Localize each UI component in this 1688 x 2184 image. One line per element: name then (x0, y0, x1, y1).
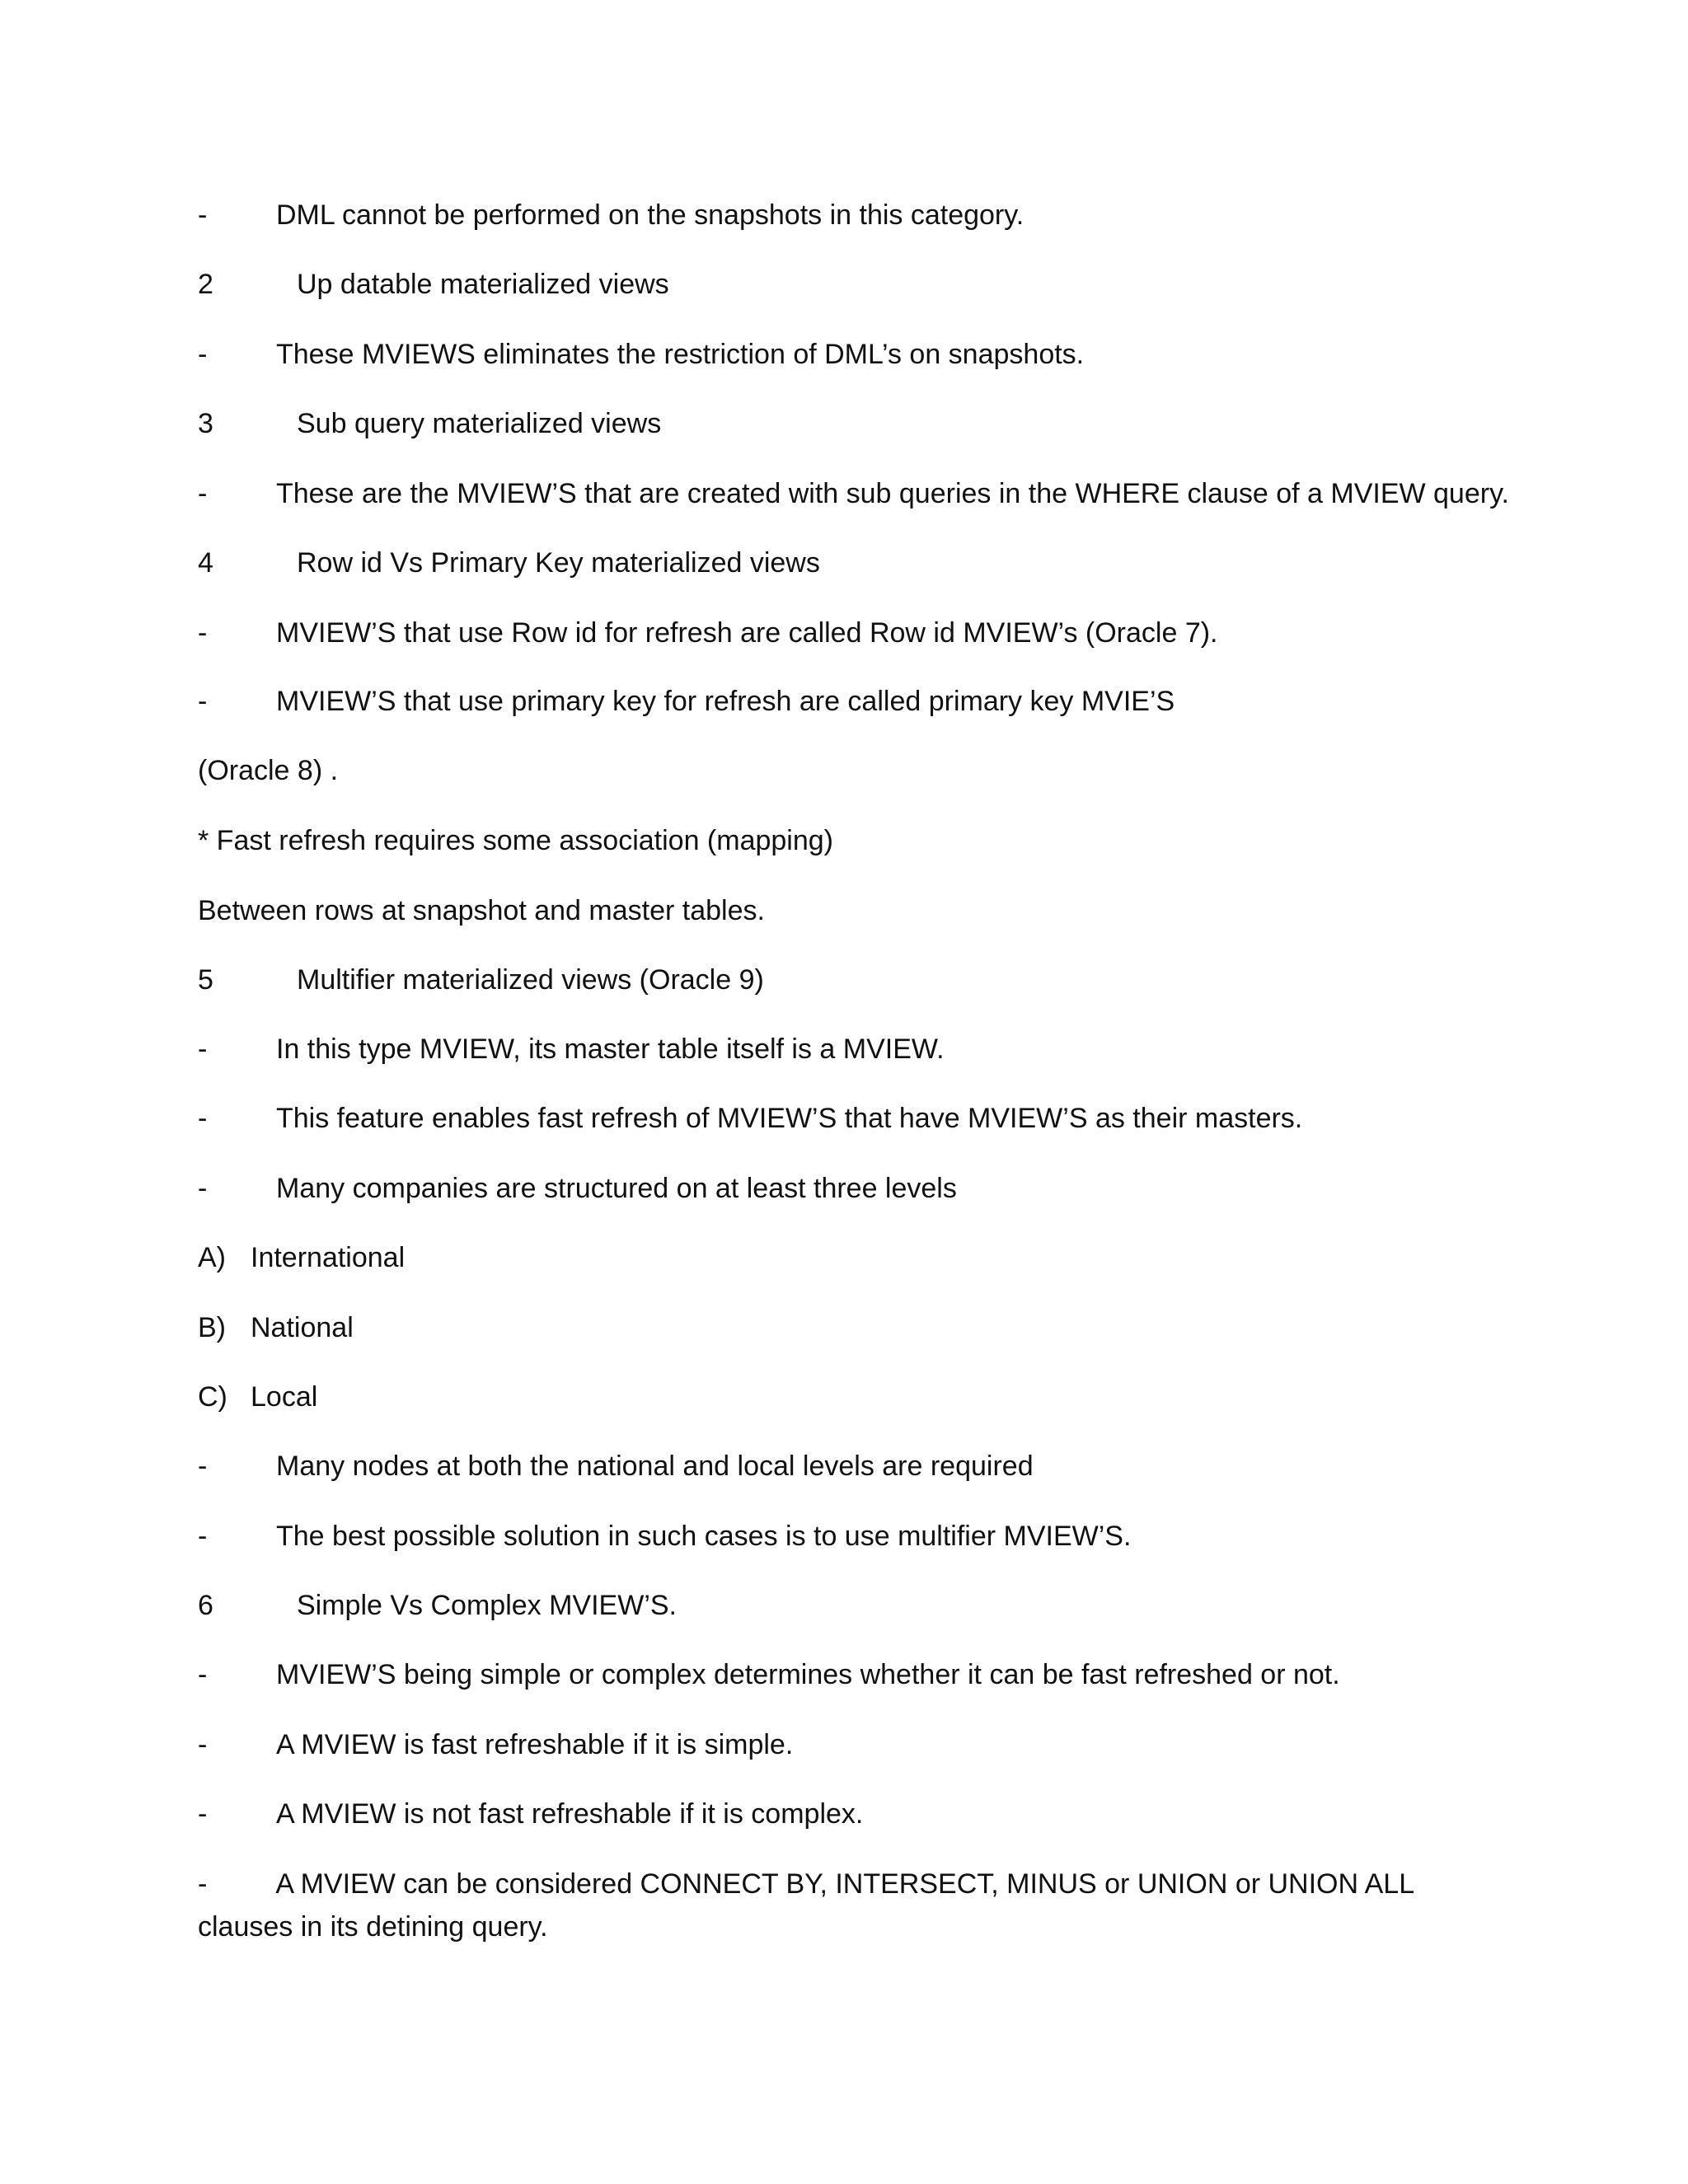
bullet-marker: - (198, 1103, 208, 1134)
section-number: 5 (198, 964, 213, 996)
section-number: 2 (198, 269, 213, 300)
list-item-text: International (251, 1242, 406, 1273)
wrapped-list-item (198, 1863, 1500, 1948)
section-number: 4 (198, 547, 213, 579)
bullet-marker: - (198, 1033, 208, 1065)
bullet-marker: - (198, 1659, 208, 1690)
bullet-marker: - (198, 686, 208, 717)
alpha-marker: C) (198, 1381, 227, 1413)
section-title: Row id Vs Primary Key materialized views (297, 547, 820, 579)
bullet-marker: - (198, 1173, 208, 1204)
list-item-text: A MVIEW is fast refreshable if it is simple. (276, 1729, 794, 1760)
list-item-text: MVIEW’S being simple or complex determines whether it can be fast refreshed or not. (276, 1659, 1340, 1690)
list-item-text: These MVIEWS eliminates the restriction of DML’s on snapshots. (276, 339, 1085, 370)
list-item-text: Many companies are structured on at least three levels (276, 1173, 957, 1204)
bullet-marker: - (198, 1451, 208, 1482)
list-item-text: A MVIEW is not fast refreshable if it is complex. (276, 1798, 864, 1830)
section-number: 3 (198, 408, 213, 439)
paragraph-text: (Oracle 8) . (198, 755, 339, 786)
list-item-text: National (251, 1312, 354, 1343)
section-number: 6 (198, 1590, 213, 1621)
list-item-text: These are the MVIEW’S that are created with sub queries in the WHERE clause of a MVIEW query. (276, 478, 1509, 509)
bullet-marker: - (198, 617, 208, 649)
section-title: Sub query materialized views (297, 408, 662, 439)
bullet-marker: - (198, 199, 208, 231)
section-title: Multifier materialized views (Oracle 9) (297, 964, 764, 996)
list-item-text: The best possible solution in such cases is to use multifier MVIEW’S. (276, 1521, 1132, 1552)
alpha-marker: A) (198, 1242, 226, 1273)
list-item-text: MVIEW’S that use primary key for refresh are called primary key MVIE’S (276, 686, 1175, 717)
list-item-text: Local (251, 1381, 318, 1413)
bullet-marker: - (198, 1798, 208, 1830)
list-item-text: This feature enables fast refresh of MVIEW’S that have MVIEW’S as their masters. (276, 1103, 1303, 1134)
alpha-marker: B) (198, 1312, 226, 1343)
list-item-text: A MVIEW can be considered CONNECT BY, INTERSECT, MINUS or UNION or UNION ALL clauses in its detining query. (198, 1868, 1414, 1943)
list-item-text: In this type MVIEW, its master table itself is a MVIEW. (276, 1033, 945, 1065)
list-item-text: MVIEW’S that use Row id for refresh are called Row id MVIEW’s (Oracle 7). (276, 617, 1218, 649)
list-item-text: Many nodes at both the national and local levels are required (276, 1451, 1034, 1482)
section-title: Simple Vs Complex MVIEW’S. (297, 1590, 677, 1621)
bullet-marker: - (198, 1868, 208, 1900)
section-title: Up datable materialized views (297, 269, 669, 300)
bullet-marker: - (198, 1729, 208, 1760)
paragraph-text: * Fast refresh requires some association (mapping) (198, 825, 833, 856)
list-item-text: DML cannot be performed on the snapshots in this category. (276, 199, 1025, 231)
bullet-marker: - (198, 1521, 208, 1552)
bullet-marker: - (198, 339, 208, 370)
paragraph-text: Between rows at snapshot and master tables. (198, 895, 765, 926)
bullet-marker: - (198, 478, 208, 509)
